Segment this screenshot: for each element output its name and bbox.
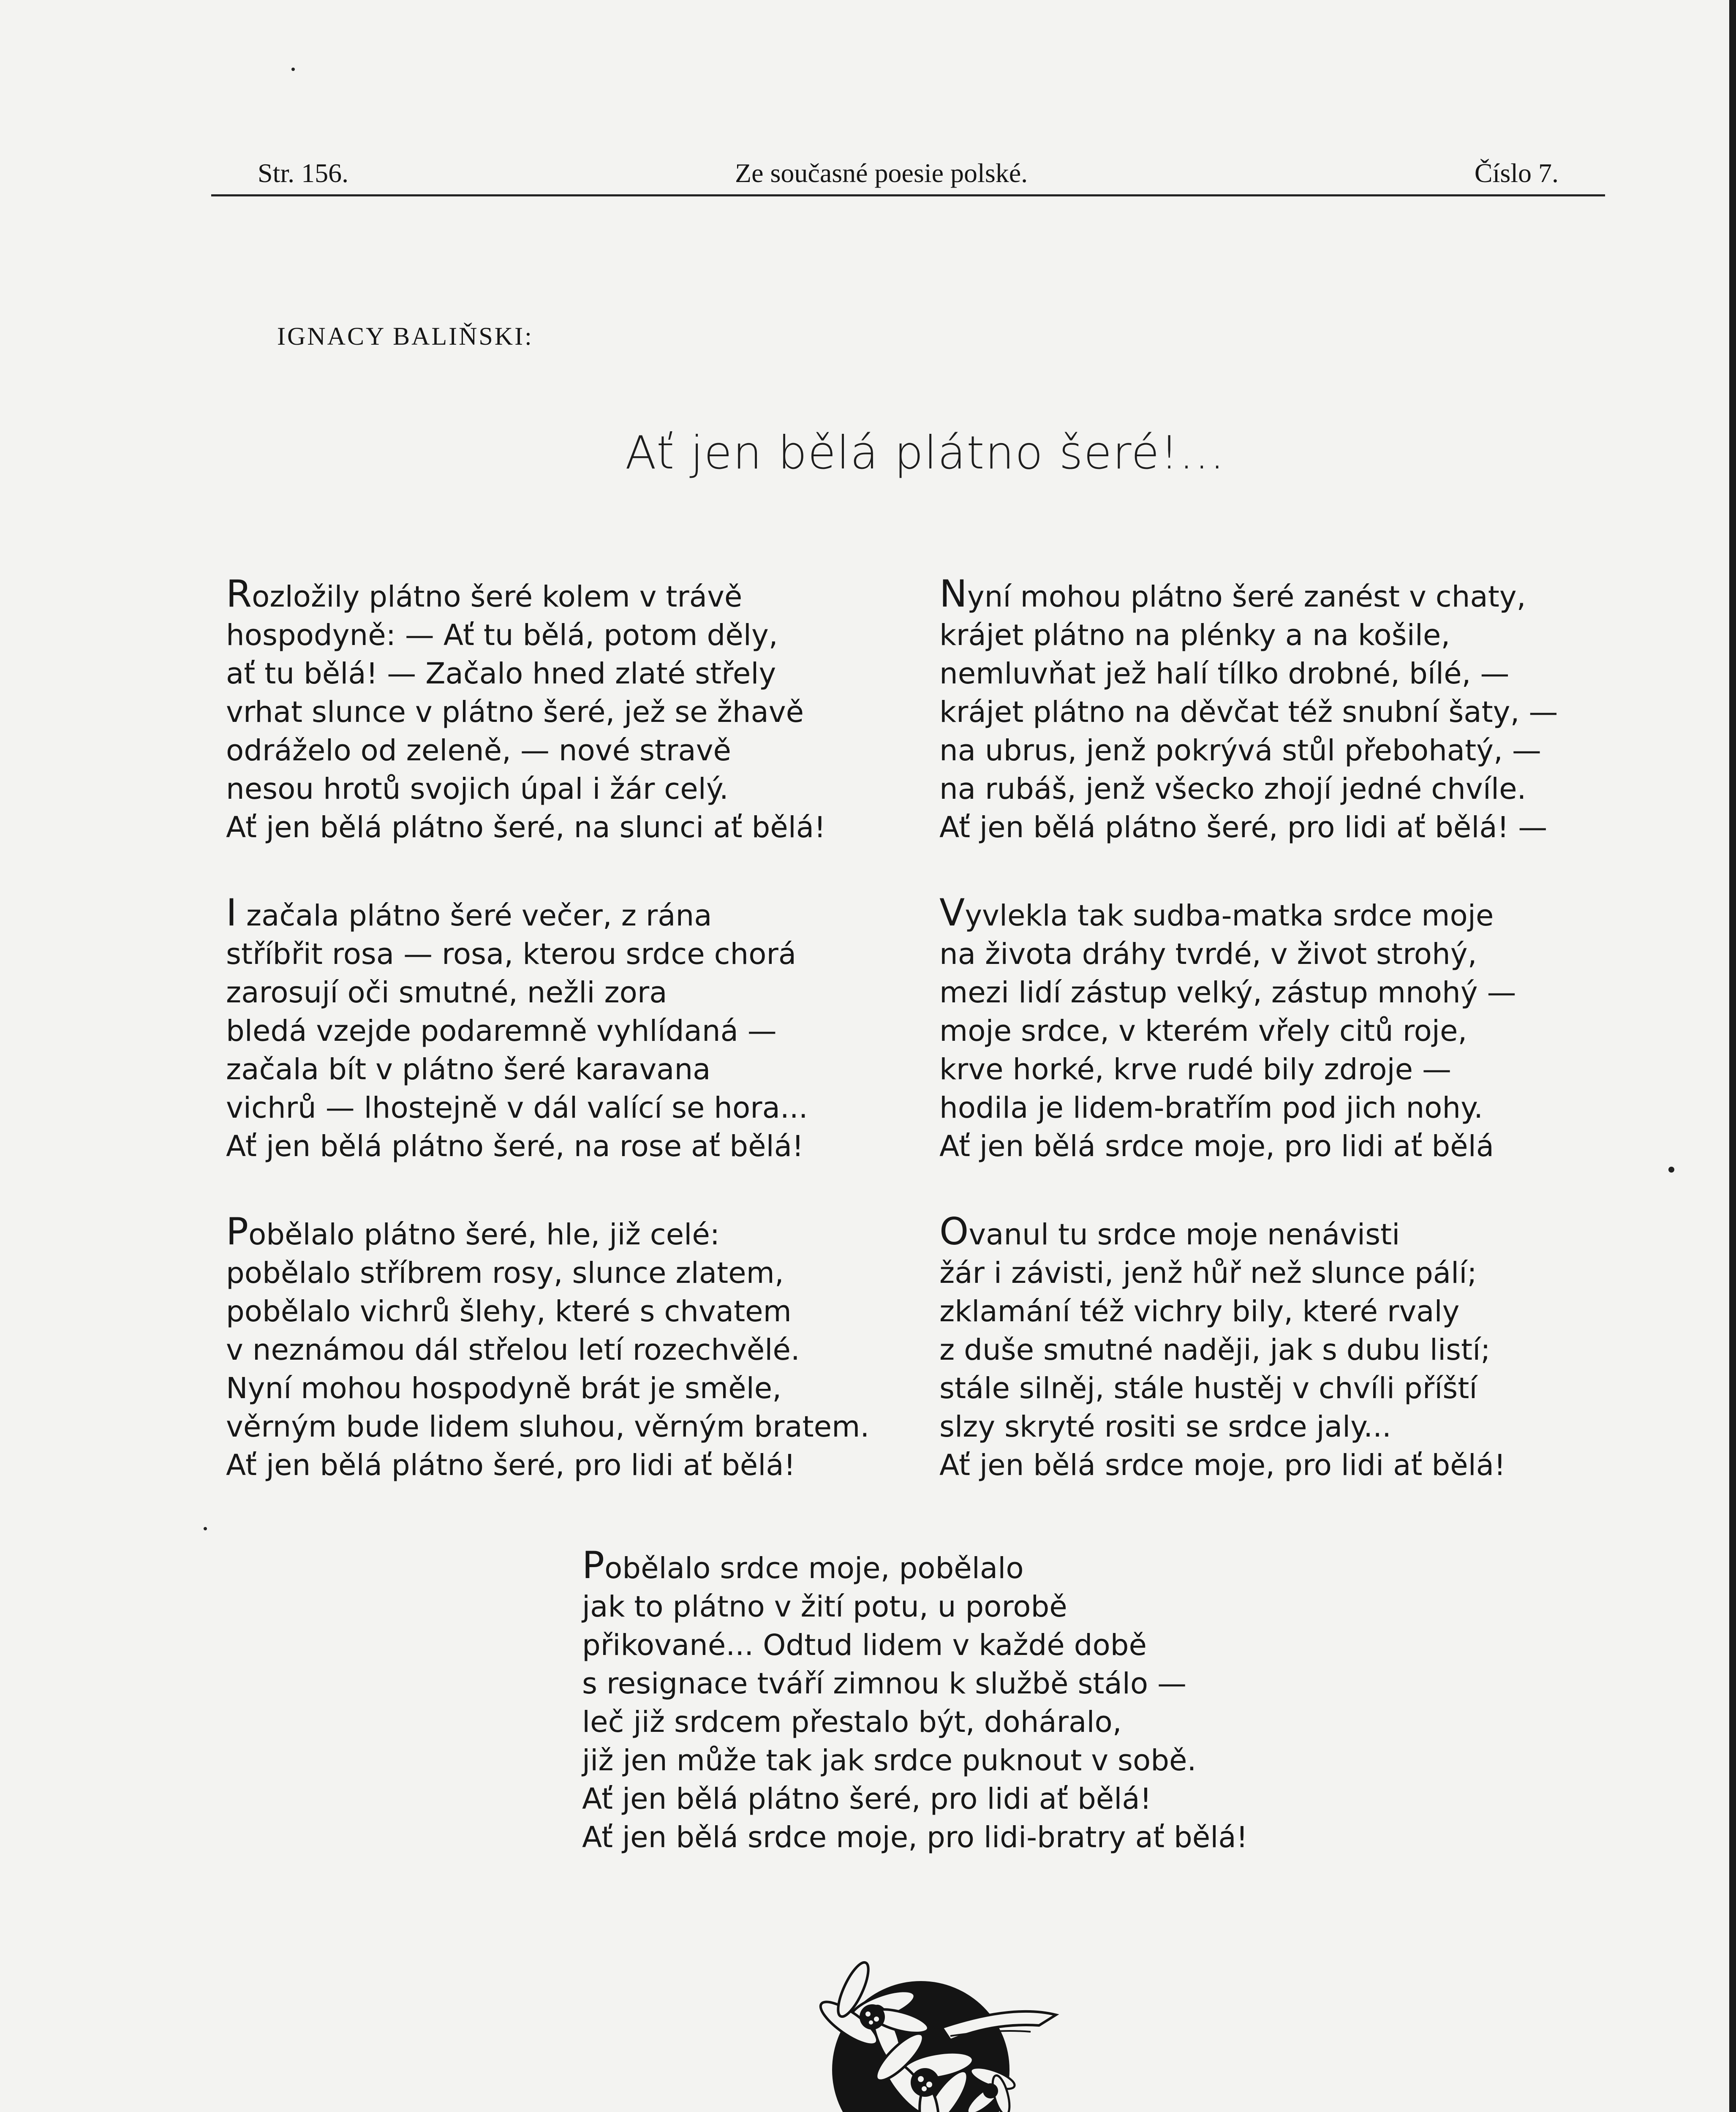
poem-line: stále silněj, stále hustěj v chvíli příští xyxy=(939,1372,1478,1405)
print-speck xyxy=(291,68,295,71)
poem-line: na ubrus, jenž pokrývá stůl přebohatý, — xyxy=(939,734,1541,768)
poem-line: slzy skryté rositi se srdce jaly... xyxy=(939,1410,1391,1444)
poem-refrain: Ať jen bělá plátno šeré, pro lidi ať bělá! xyxy=(226,1448,796,1482)
poem-refrain-final: Ať jen bělá srdce moje, pro lidi-bratry ať bělá! xyxy=(582,1821,1248,1854)
stanza-2 xyxy=(939,574,1636,847)
poem-line: nesou hrotů svojich úpal i žár celý. xyxy=(226,772,729,806)
poem-line: jak to plátno v žití potu, u porobě xyxy=(582,1590,1067,1624)
author-name: IGNACY BALIŇSKI: xyxy=(277,322,533,350)
poem-line: stříbřit rosa — rosa, kterou srdce chorá xyxy=(226,937,797,971)
poem-line: Pobělalo plátno šeré, hle, již celé: xyxy=(226,1210,720,1253)
page-number: Str. 156. xyxy=(258,158,349,188)
stanza-5 xyxy=(226,1212,923,1485)
poem-line: ať tu bělá! — Začalo hned zlaté střely xyxy=(226,657,776,691)
poem-line: pobělalo stříbrem rosy, slunce zlatem, xyxy=(226,1256,784,1290)
poem-line: v neznámou dál střelou letí rozechvělé. xyxy=(226,1333,800,1367)
poem-line: žár i závisti, jenž hůř než slunce pálí; xyxy=(939,1256,1477,1290)
poem-line: hospodyně: — Ať tu bělá, potom děly, xyxy=(226,618,778,652)
poem-line: Nyní mohou hospodyně brát je směle, xyxy=(226,1372,782,1405)
poem-line: krájet plátno na plénky a na košile, xyxy=(939,618,1450,652)
issue-number: Číslo 7. xyxy=(1474,158,1559,188)
poem-line: I začala plátno šeré večer, z rána xyxy=(226,891,712,934)
poem-line: krve horké, krve rudé bily zdroje — xyxy=(939,1053,1452,1086)
stanza-3 xyxy=(226,893,923,1166)
poem-line: vichrů — lhostejně v dál valící se hora... xyxy=(226,1091,808,1125)
poem-line: odráželo od zeleně, — nové stravě xyxy=(226,734,731,768)
running-header xyxy=(211,154,1605,196)
poem-line: zklamání též vichry bily, které rvaly xyxy=(939,1295,1460,1328)
poem-line: z duše smutné naději, jak s dubu listí; xyxy=(939,1333,1491,1367)
stanza-1 xyxy=(226,574,923,847)
poem-title: Ať jen bělá plátno šeré!... xyxy=(625,427,1225,479)
poem-refrain: Ať jen bělá srdce moje, pro lidi ať bělá xyxy=(939,1129,1494,1163)
poem-refrain: Ať jen bělá srdce moje, pro lidi ať bělá! xyxy=(939,1448,1506,1482)
stanza-4 xyxy=(939,893,1636,1166)
print-speck xyxy=(1668,1167,1674,1173)
poem-line: s resignace tváří zimnou k službě stálo — xyxy=(582,1667,1187,1701)
print-speck xyxy=(204,1527,207,1530)
poem-line: bledá vzejde podaremně vyhlídaná — xyxy=(226,1014,777,1048)
poem-refrain: Ať jen bělá plátno šeré, pro lidi ať bělá! xyxy=(582,1782,1152,1816)
poem-line: Nyní mohou plátno šeré zanést v chaty, xyxy=(939,572,1526,615)
edelweiss-vignette-icon xyxy=(803,1943,1064,2112)
poem-line: hodila je lidem-bratřím pod jich nohy. xyxy=(939,1091,1483,1125)
stanza-7 xyxy=(582,1543,1300,1857)
poem-line: leč již srdcem přestalo být, doháralo, xyxy=(582,1705,1122,1739)
poem-line: na rubáš, jenž všecko zhojí jedné chvíle. xyxy=(939,772,1526,806)
poem-line: na života dráhy tvrdé, v život strohý, xyxy=(939,937,1477,971)
poem-line: věrným bude lidem sluhou, věrným bratem. xyxy=(226,1410,870,1444)
poem-refrain: Ať jen bělá plátno šeré, na rose ať bělá! xyxy=(226,1129,804,1163)
poem-line: Rozložily plátno šeré kolem v trávě xyxy=(226,572,743,615)
poem-line: zarosují oči smutné, nežli zora xyxy=(226,976,667,1010)
poem-line: vrhat slunce v plátno šeré, jež se žhavě xyxy=(226,695,804,729)
page-edge-shadow xyxy=(1729,0,1736,2112)
poem-line: přikované... Odtud lidem v každé době xyxy=(582,1628,1147,1662)
poem-line: již jen může tak jak srdce puknout v sobě. xyxy=(582,1744,1197,1777)
poem-line: moje srdce, v kterém vřely citů roje, xyxy=(939,1014,1467,1048)
poem-line: Vyvlekla tak sudba-matka srdce moje xyxy=(939,891,1494,934)
poem-line: Ovanul tu srdce moje nenávisti xyxy=(939,1210,1400,1253)
poem-line: začala bít v plátno šeré karavana xyxy=(226,1053,711,1086)
poem-line: nemluvňat jež halí tílko drobné, bílé, — xyxy=(939,657,1510,691)
poem-refrain: Ať jen bělá plátno šeré, na slunci ať bělá! xyxy=(226,811,826,844)
poem-line: Pobělalo srdce moje, pobělalo xyxy=(582,1543,1024,1587)
section-title: Ze současné poesie polské. xyxy=(735,158,1028,188)
poem-line: pobělalo vichrů šlehy, které s chvatem xyxy=(226,1295,792,1328)
poem-refrain: Ať jen bělá plátno šeré, pro lidi ať bělá! — xyxy=(939,811,1548,844)
stanza-6 xyxy=(939,1212,1636,1485)
poem-line: krájet plátno na děvčat též snubní šaty, — xyxy=(939,695,1558,729)
poem-line: mezi lidí zástup velký, zástup mnohý — xyxy=(939,976,1516,1010)
